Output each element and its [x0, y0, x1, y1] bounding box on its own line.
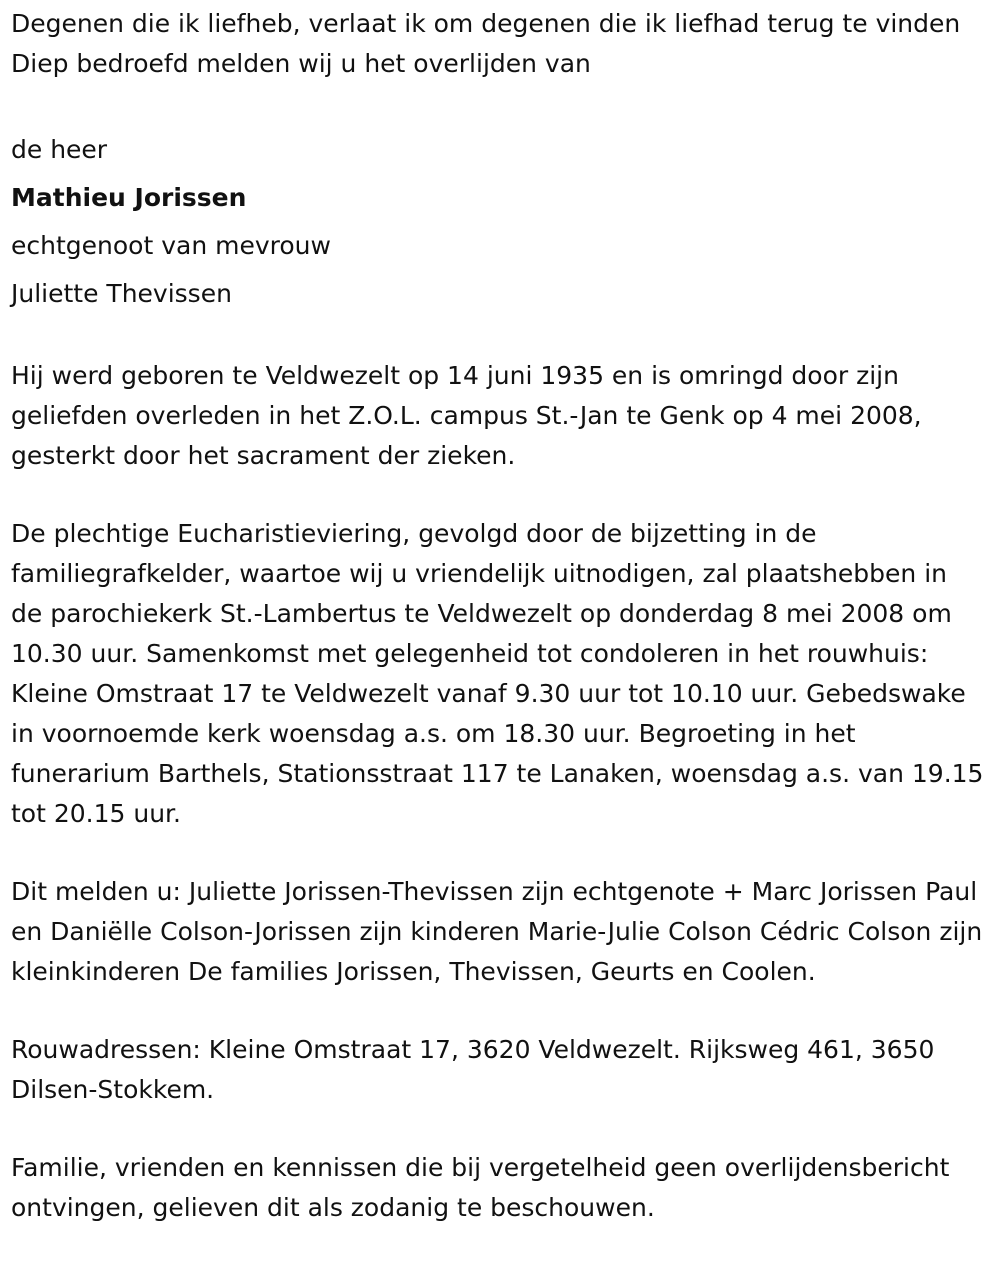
spacer: [11, 834, 986, 872]
birth-death-paragraph: Hij werd geboren te Veldwezelt op 14 juni 1935 en is omringd door zijn geliefden overleden in het Z.O.L. campus St.-Jan te Genk op 4 mei 2008, gesterkt door het sacrament der zieken.: [11, 361, 922, 470]
intro-paragraph: Degenen die ik liefheb, verlaat ik om degenen die ik liefhad terug te vinden Diep bedroefd melden wij u het overlijden van: [11, 9, 961, 78]
closing-paragraph: Familie, vrienden en kennissen die bij vergetelheid geen overlijdensbericht ontvingen, gelieven dit als zodanig te beschouwen.: [11, 1153, 950, 1222]
deceased-name: Mathieu Jorissen: [11, 183, 247, 212]
spacer: [11, 1110, 986, 1148]
spacer: [11, 84, 986, 126]
ceremony-paragraph: De plechtige Eucharistieviering, gevolgd door de bijzetting in de familiegrafkelder, waartoe wij u vriendelijk uitnodigen, zal plaatshebben in de parochiekerk St.-Lambertus te Veldwezelt op donderdag 8 mei 2008 om 10.30 uur. Samenkomst met gelegenheid tot condoleren in het rouwhuis: Kleine Omstraat 17 te Veldwezelt vanaf 9.30 uur tot 10.10 uur. Gebedswake in voornoemde kerk woensdag a.s. om 18.30 uur. Begroeting in het funerarium Barthels, Stationsstraat 117 te Lanaken, woensdag a.s. van 19.15 tot 20.15 uur.: [11, 519, 984, 828]
spouse-relation: echtgenoot van mevrouw: [11, 231, 331, 260]
spouse-name: Juliette Thevissen: [11, 279, 232, 308]
spacer: [11, 318, 986, 356]
spacer: [11, 992, 986, 1030]
family-paragraph: Dit melden u: Juliette Jorissen-Thevissen zijn echtgenote + Marc Jorissen Paul en Daniëlle Colson-Jorissen zijn kinderen Marie-Julie Colson Cédric Colson zijn kleinkinderen De families Jorissen, Thevissen, Geurts en Coolen.: [11, 877, 983, 986]
addresses-paragraph: Rouwadressen: Kleine Omstraat 17, 3620 Veldwezelt. Rijksweg 461, 3650 Dilsen-Stokkem.: [11, 1035, 935, 1104]
obituary-document: [11, 0, 986, 1228]
spacer: [11, 476, 986, 514]
salutation: de heer: [11, 135, 108, 164]
